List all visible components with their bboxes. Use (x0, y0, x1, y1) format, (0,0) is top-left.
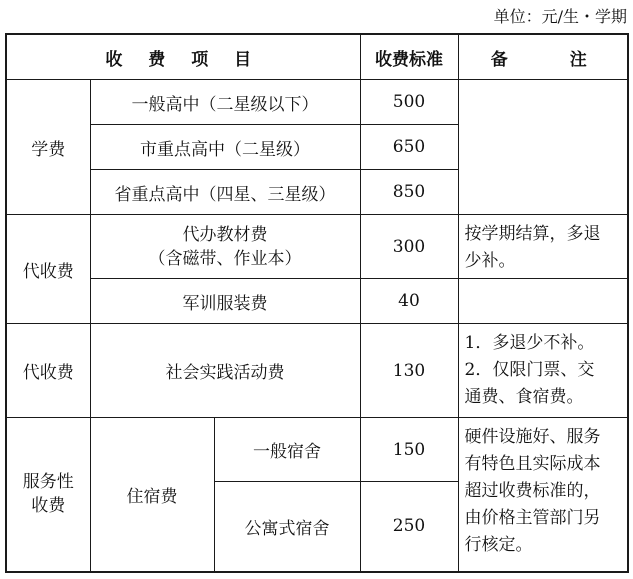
remark-line: 1．多退少不补。 (464, 333, 595, 353)
table-row (6, 418, 628, 482)
remark-line: 有特色且实际成本 (464, 454, 601, 474)
item-fee: 40 (360, 279, 458, 324)
item-fee: 250 (360, 482, 458, 572)
item-name: 社会实践活动费 (90, 324, 360, 418)
category-line: 服务性 (22, 472, 74, 493)
subcategory-lodging: 住宿费 (90, 418, 214, 572)
item-name (90, 215, 360, 279)
remark-empty (458, 80, 628, 215)
header-remark: 备 注 (458, 34, 628, 80)
item-name: 一般高中（二星级以下） (90, 80, 360, 125)
header-row (6, 34, 628, 80)
category-agency: 代收费 (6, 215, 90, 324)
item-fee: 650 (360, 125, 458, 170)
remark-line: 行核定。 (464, 535, 533, 555)
header-standard: 收费标准 (360, 34, 458, 80)
remark-line: 超过收费标准的， (464, 481, 601, 501)
unit-label: 单位：元/生・学期 (493, 7, 627, 26)
fee-table (5, 33, 629, 573)
remark-cell (458, 418, 628, 572)
item-name-line: （含磁带、作业本） (148, 248, 302, 269)
category-tuition: 学费 (6, 80, 90, 215)
remark-line: 通费、食宿费。 (464, 387, 584, 407)
table-row (6, 324, 628, 418)
table-row (6, 80, 628, 125)
header-item: 收 费 项 目 (6, 34, 360, 80)
item-name: 一般宿舍 (214, 418, 360, 482)
item-name: 军训服装费 (90, 279, 360, 324)
remark-line: 2．仅限门票、交 (464, 360, 595, 380)
table-row (6, 279, 628, 324)
item-fee: 500 (360, 80, 458, 125)
item-fee: 150 (360, 418, 458, 482)
remark-line: 少补。 (464, 251, 516, 271)
remark-cell (458, 324, 628, 418)
table-row (6, 215, 628, 279)
item-fee: 850 (360, 170, 458, 215)
item-fee: 130 (360, 324, 458, 418)
remark-line: 由价格主管部门另 (464, 508, 601, 528)
item-name: 省重点高中（四星、三星级） (90, 170, 360, 215)
remark-line: 硬件设施好、服务 (464, 427, 601, 447)
item-fee: 300 (360, 215, 458, 279)
category-service (6, 418, 90, 572)
item-name-line: 代办教材费 (182, 224, 268, 245)
remark-cell (458, 215, 628, 279)
category-agency: 代收费 (6, 324, 90, 418)
item-name: 公寓式宿舍 (214, 482, 360, 572)
remark-empty (458, 279, 628, 324)
item-name: 市重点高中（二星级） (90, 125, 360, 170)
category-line: 收费 (31, 496, 66, 517)
remark-line: 按学期结算，多退 (464, 224, 601, 244)
